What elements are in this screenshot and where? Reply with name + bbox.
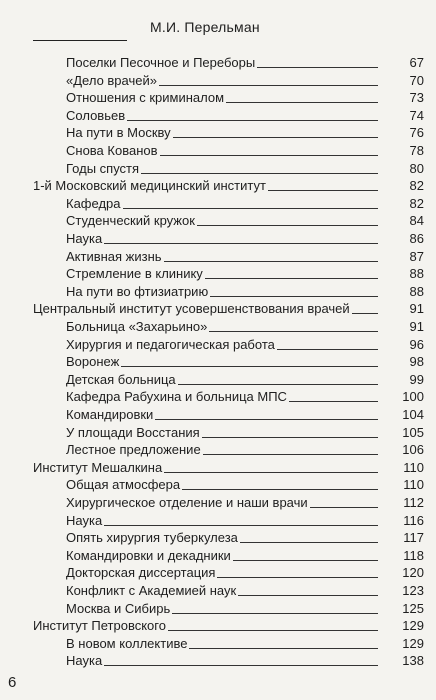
- toc-entry: [0, 353, 436, 371]
- toc-entry: [0, 89, 436, 107]
- toc-entry-title: Институт Петровского: [33, 618, 166, 634]
- toc-entry-title: Центральный институт усовершенствования врачей: [33, 301, 350, 317]
- toc-entry-title: Поселки Песочное и Переборы: [66, 55, 256, 70]
- toc-entry-page: 106: [402, 442, 424, 458]
- toc-entry-page: 104: [402, 407, 424, 422]
- toc-entry-title: Студенческий кружок: [66, 213, 195, 229]
- toc-entry-title: «Дело врачей»: [66, 72, 157, 88]
- running-header-author: М.И. Перельман: [150, 19, 260, 35]
- toc-entry-title: На пути во фтизиатрию: [66, 283, 209, 299]
- toc-entry-title: Стремление в клинику: [66, 266, 203, 282]
- toc-entry-page: 96: [409, 336, 424, 352]
- toc-entry-page: 88: [409, 283, 424, 299]
- toc-entry: [0, 248, 436, 266]
- toc-entry-page: 78: [409, 143, 424, 158]
- toc-entry-page: 110: [403, 459, 424, 475]
- toc-entry-title: Хирургия и педагогическая работа: [66, 336, 275, 352]
- toc-entry-title: Командировки: [66, 407, 154, 422]
- toc-entry-title: В новом коллективе: [66, 635, 188, 651]
- toc-entry-page: 87: [409, 248, 424, 264]
- toc-entry-title: Активная жизнь: [66, 248, 162, 264]
- toc-entry: [0, 600, 436, 618]
- toc-entry-title: Наука: [66, 231, 103, 246]
- toc-entry: [0, 230, 436, 248]
- toc-entry: [0, 652, 436, 670]
- toc-entry-page: 67: [409, 55, 424, 70]
- toc-entry-title: Опять хирургия туберкулеза: [66, 530, 238, 546]
- toc-entry-page: 123: [402, 583, 424, 598]
- toc-entry-page: 100: [402, 389, 424, 405]
- toc-section: [0, 459, 436, 477]
- toc-entry-page: 88: [409, 266, 424, 282]
- toc-entry: [0, 547, 436, 565]
- toc-entry-page: 76: [409, 125, 424, 141]
- toc-section: [0, 177, 436, 195]
- toc-entry-page: 117: [403, 530, 424, 546]
- toc-entry-page: 91: [409, 301, 424, 317]
- toc-leader-line: [66, 665, 378, 666]
- toc-entry-page: 129: [402, 618, 424, 634]
- toc-entry: [0, 265, 436, 283]
- toc-entry: [0, 142, 436, 160]
- toc-section: [0, 300, 436, 318]
- toc-entry: [0, 635, 436, 653]
- toc-entry: [0, 388, 436, 406]
- toc-entry: [0, 476, 436, 494]
- toc-entry-title: Москва и Сибирь: [66, 600, 171, 616]
- toc-entry-page: 73: [409, 90, 424, 106]
- toc-entry: [0, 336, 436, 354]
- toc-entry-page: 86: [409, 231, 424, 246]
- toc-leader-line: [66, 525, 378, 526]
- toc-entry-page: 91: [409, 319, 424, 334]
- toc-entry: [0, 512, 436, 530]
- toc-entry-page: 80: [409, 160, 424, 176]
- toc-entry-title: Воронеж: [66, 354, 120, 370]
- toc-leader-line: [66, 243, 378, 244]
- toc-entry-page: 116: [403, 512, 424, 528]
- toc-entry: [0, 582, 436, 600]
- toc-entry-title: Хирургическое отделение и наши врачи: [66, 495, 308, 510]
- toc-entry: [0, 424, 436, 442]
- toc-entry-page: 110: [403, 477, 424, 493]
- toc-entry-title: Отношения с криминалом: [66, 90, 225, 106]
- toc-entry-title: Докторская диссертация: [66, 565, 216, 581]
- toc-entry-page: 99: [409, 371, 424, 387]
- toc-entry-title: Командировки и декадники: [66, 547, 231, 563]
- toc-entry-page: 84: [409, 213, 424, 229]
- toc-entry-page: 120: [402, 565, 424, 581]
- toc-entry: [0, 107, 436, 125]
- toc-entry-page: 70: [409, 72, 424, 88]
- toc-entry: [0, 318, 436, 336]
- toc-entry: [0, 72, 436, 90]
- toc-entry: [0, 54, 436, 72]
- toc-entry-page: 74: [409, 107, 424, 123]
- toc-entry-title: Лестное предложение: [66, 442, 201, 458]
- toc-entry-page: 112: [403, 495, 424, 510]
- toc-entry: [0, 195, 436, 213]
- toc-entry-page: 125: [402, 600, 424, 616]
- toc-entry-page: 129: [402, 635, 424, 651]
- toc-entry-title: Кафедра Рабухина и больница МПС: [66, 389, 287, 405]
- toc-entry-title: У площади Восстания: [66, 424, 200, 440]
- toc-entry-title: Снова Кованов: [66, 143, 158, 158]
- toc-entry: [0, 529, 436, 547]
- page-number: 6: [8, 674, 17, 691]
- toc-entry-page: 105: [402, 424, 424, 440]
- toc-entry-title: Наука: [66, 653, 103, 669]
- toc-entry-title: Детская больница: [66, 371, 176, 387]
- toc-entry: [0, 283, 436, 301]
- toc-entry-title: Общая атмосфера: [66, 477, 181, 493]
- toc-entry: [0, 160, 436, 178]
- toc-entry-page: 138: [402, 653, 424, 669]
- toc-entry: [0, 212, 436, 230]
- toc-entry-title: Наука: [66, 512, 103, 528]
- toc-entry-page: 98: [409, 354, 424, 370]
- toc-entry: [0, 494, 436, 512]
- toc-entry-page: 82: [409, 195, 424, 211]
- toc-entry-title: Кафедра: [66, 195, 121, 211]
- toc-entry: [0, 124, 436, 142]
- toc-entry: [0, 564, 436, 582]
- toc-entry-page: 118: [403, 547, 424, 563]
- toc-entry-title: Соловьев: [66, 107, 126, 123]
- toc-entry-title: Институт Мешалкина: [33, 459, 163, 475]
- toc-entry-title: Годы спустя: [66, 160, 140, 176]
- toc-entry-page: 82: [409, 178, 424, 194]
- toc-entry-title: Конфликт с Академией наук: [66, 583, 237, 598]
- toc-entry: [0, 371, 436, 389]
- toc-section: [0, 617, 436, 635]
- toc-entry-title: 1-й Московский медицинский институт: [33, 178, 266, 194]
- toc-entry: [0, 441, 436, 459]
- header-rule: [33, 40, 127, 41]
- toc-entry-title: На пути в Москву: [66, 125, 171, 141]
- toc-entry-title: Больница «Захарьино»: [66, 319, 208, 334]
- toc-entry: [0, 406, 436, 424]
